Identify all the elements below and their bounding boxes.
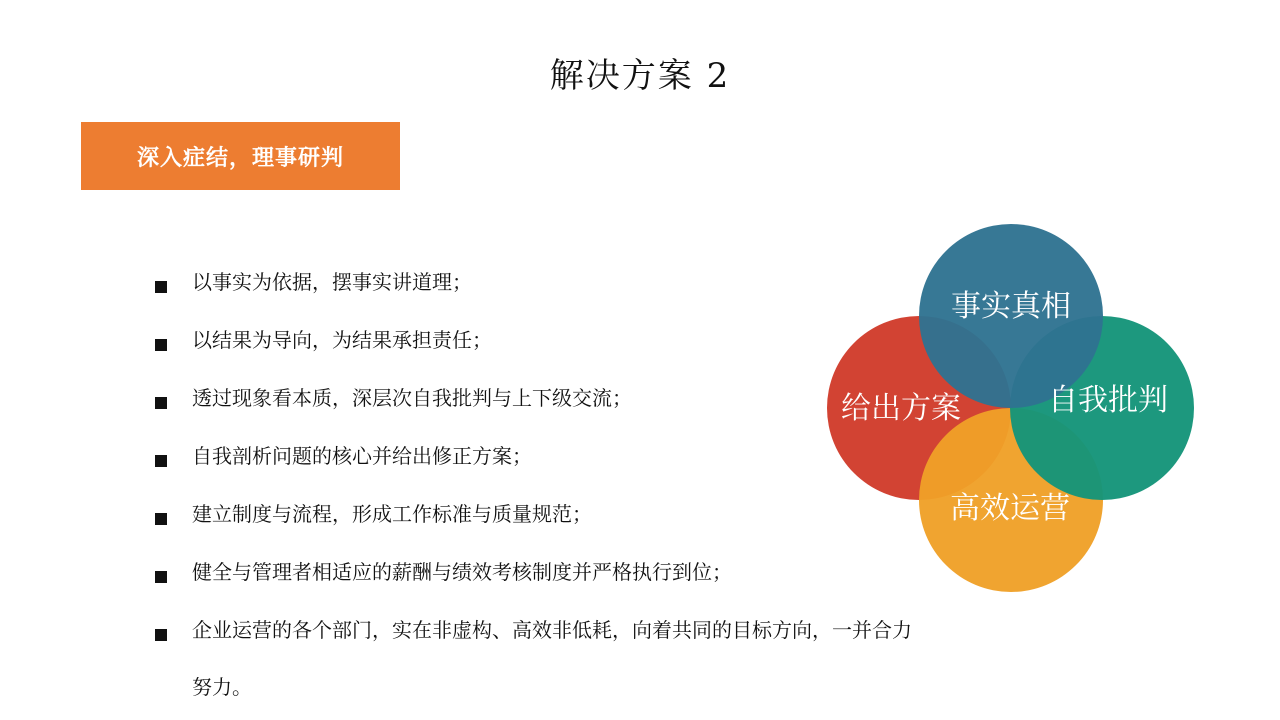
- square-bullet-icon: [155, 455, 167, 467]
- label-facts-truth: 事实真相: [951, 289, 1071, 324]
- four-circle-diagram: [825, 222, 1197, 597]
- label-give-solution: 给出方案: [841, 391, 961, 426]
- page-title: 解决方案 2: [549, 56, 731, 96]
- label-efficient-operation: 高效运营: [950, 491, 1070, 526]
- label-self-criticism: 自我批判: [1048, 383, 1168, 418]
- bullet-text: 自我剖析问题的核心并给出修正方案；: [192, 444, 532, 468]
- square-bullet-icon: [155, 571, 167, 583]
- square-bullet-icon: [155, 513, 167, 525]
- square-bullet-icon: [155, 281, 167, 293]
- square-bullet-icon: [155, 397, 167, 409]
- bullet-text: 健全与管理者相适应的薪酬与绩效考核制度并严格执行到位；: [192, 560, 732, 584]
- bullet-text: 透过现象看本质，深层次自我批判与上下级交流；: [192, 386, 632, 410]
- four-circle-diagram-svg: [825, 222, 1197, 597]
- bullet-text: 企业运营的各个部门，实在非虚构、高效非低耗，向着共同的目标方向，一并合力努力。: [192, 618, 912, 699]
- bullet-text: 以结果为导向，为结果承担责任；: [192, 328, 492, 352]
- square-bullet-icon: [155, 629, 167, 641]
- square-bullet-icon: [155, 339, 167, 351]
- section-banner: 深入症结，理事研判: [81, 122, 400, 190]
- bullet-text: 以事实为依据，摆事实讲道理；: [192, 270, 472, 294]
- bullet-text: 建立制度与流程，形成工作标准与质量规范；: [192, 502, 592, 526]
- list-item: [155, 614, 935, 716]
- bullet-list: [155, 266, 935, 716]
